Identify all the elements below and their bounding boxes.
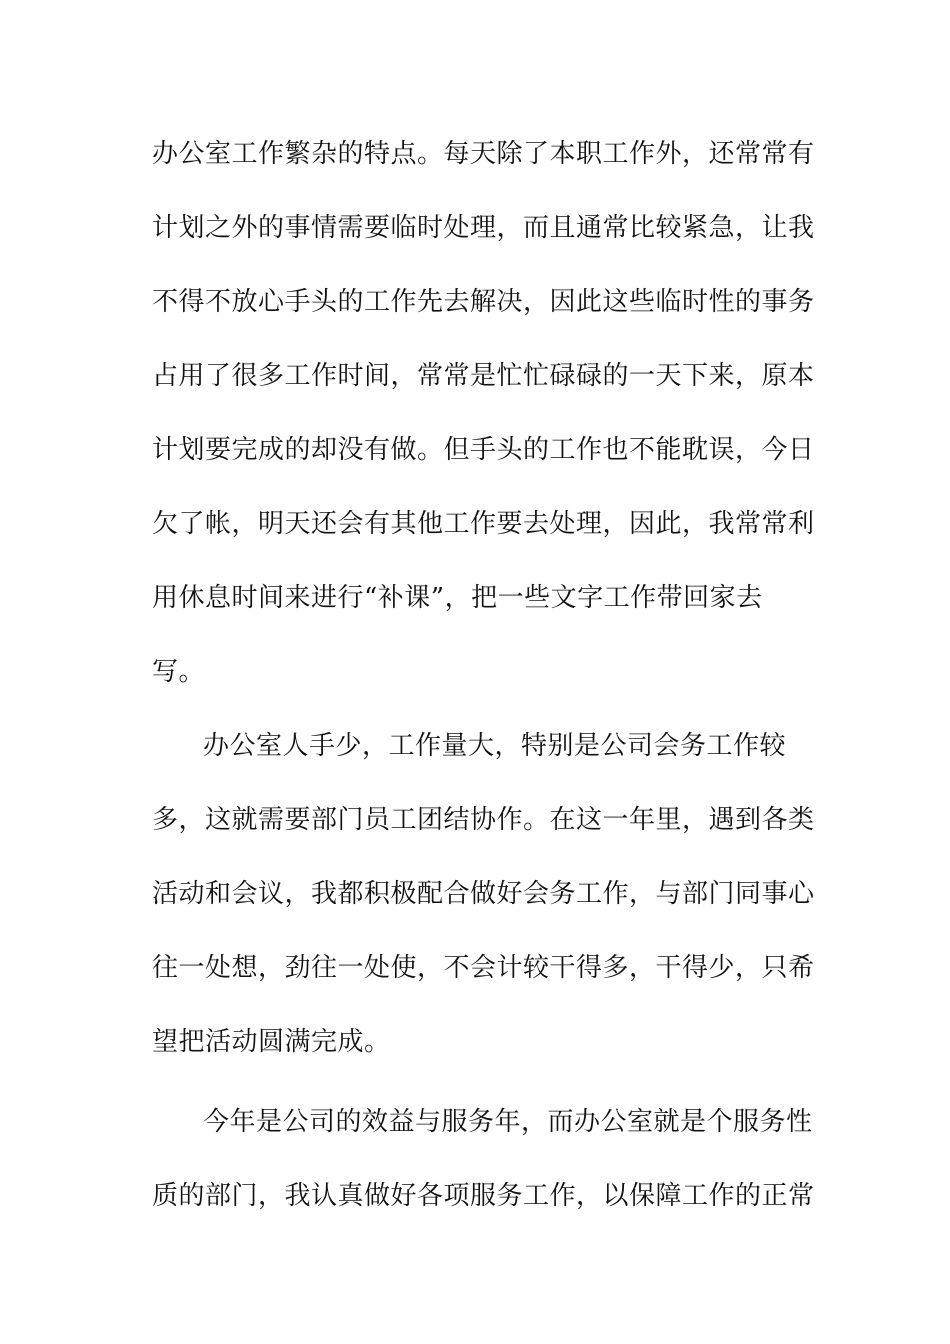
text-line: 计划要完成的却没有做。但手头的工作也不能耽误，今日 — [152, 435, 815, 465]
text-line: 计划之外的事情需要临时处理，而且通常比较紧急，让我 — [152, 213, 815, 243]
text-line: 质的部门，我认真做好各项服务工作，以保障工作的正常 — [152, 1181, 815, 1211]
text-line: 办公室工作繁杂的特点。每天除了本职工作外，还常常有 — [152, 139, 815, 169]
text-line: 写。 — [152, 657, 206, 687]
text-line: 占用了很多工作时间，常常是忙忙碌碌的一天下来，原本 — [152, 361, 815, 391]
paragraph-first-line: 办公室人手少，工作量大，特别是公司会务工作较 — [203, 731, 787, 761]
text-line: 多，这就需要部门员工团结协作。在这一年里，遇到各类 — [152, 805, 815, 835]
text-line: 望把活动圆满完成。 — [152, 1027, 391, 1057]
text-line: 不得不放心手头的工作先去解决，因此这些临时性的事务 — [152, 287, 815, 317]
text-line: 欠了帐，明天还会有其他工作要去处理，因此，我常常利 — [152, 509, 815, 539]
text-line: 用休息时间来进行“补课”，把一些文字工作带回家去 — [152, 583, 763, 613]
text-line: 往一处想，劲往一处使，不会计较干得多，干得少，只希 — [152, 953, 815, 983]
paragraph-first-line: 今年是公司的效益与服务年，而办公室就是个服务性 — [203, 1107, 813, 1137]
text-line: 活动和会议，我都积极配合做好会务工作，与部门同事心 — [152, 879, 815, 909]
